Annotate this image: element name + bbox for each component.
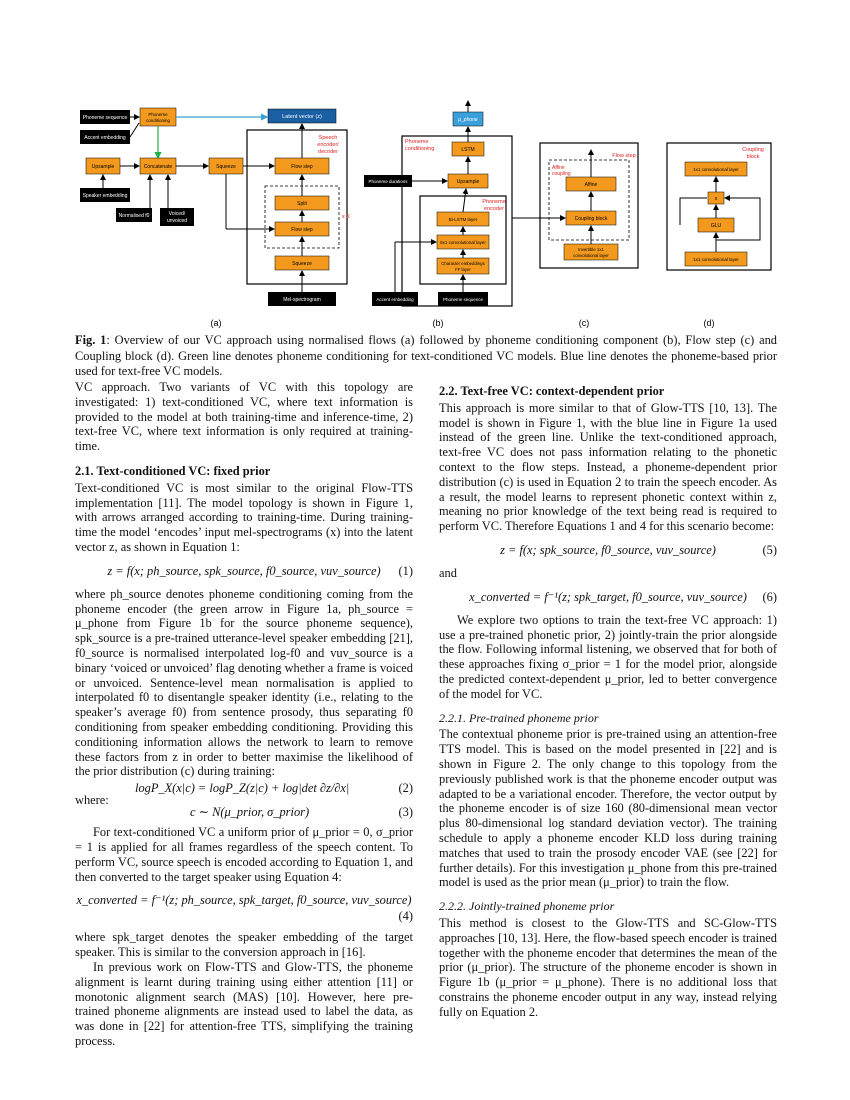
svg-text:Voiced/: Voiced/ <box>168 211 186 217</box>
svg-text:convolutional layer: convolutional layer <box>573 253 609 258</box>
svg-text:unvoiced: unvoiced <box>166 218 188 224</box>
svg-text:block: block <box>746 154 760 160</box>
prior-label: μ_phone <box>458 117 478 123</box>
paragraph: VC approach. Two variants of VC with this topology are investigated: 1) text-conditioned VC, where text information is provided to the model at both training-time and inference-time, 2) text-free VC, where text information is only required at training-time. <box>75 380 413 454</box>
equation-5: z = f(x; spk_source, f0_source, vuv_source) (5) <box>500 542 777 557</box>
svg-text:encoder/: encoder/ <box>317 142 339 148</box>
flow-step-c-label: Flow step <box>612 153 636 159</box>
conv-top-label: 1x1 convolutional layer <box>693 167 739 172</box>
mel-spectrogram-label: Mel-spectrogram <box>283 297 321 303</box>
panel-a-label: (a) <box>210 318 222 328</box>
panel-b <box>0 0 512 328</box>
squeeze-label-2: Squeeze <box>292 261 312 267</box>
svg-text:encoder: encoder <box>484 206 504 212</box>
xk-label: x K <box>342 214 350 220</box>
conv-label: 8x1 convolutional layer <box>440 240 486 245</box>
paragraph: This method is closest to the Glow-TTS and SC-Glow-TTS approaches [10, 13]. Here, the flow-based speech encoder is trained together with the phoneme encoder that determines the mean of the prior (μ_prior). The structure of the phoneme encoder is shown in Figure 1b (μ_prior = μ_phone). There is no additional loss that constrains the phoneme encoder output in any way, instead relying fully on Equation 2. <box>439 915 777 1019</box>
svg-text:conditioning: conditioning <box>145 118 171 123</box>
upsample-b-label: Upsample <box>456 179 480 185</box>
paragraph: In previous work on Flow-TTS and Glow-TTS, the phoneme alignment is learnt during training using either attention [11] or monotonic alignment search (MAS) [10]. However, here pre-trained phoneme alignments are instead used to label the data, as was done in [22] for attention-free TTS, simplifying the training process. <box>75 959 413 1048</box>
svg-text:decoder: decoder <box>318 149 338 155</box>
paragraph: For text-conditioned VC a uniform prior of μ_prior = 0, σ_prior = 1 is applied for all frames regardless of the speech content. To perform VC, source speech is encoded according to Equation 1, and then converted to the target speaker using Equation 4: <box>75 825 413 884</box>
normalised-f0-label: Normalised f0 <box>118 213 150 219</box>
paragraph: Text-conditioned VC is most similar to the original Flow-TTS implementation [11]. The model topology is shown in Figure 1, with arrows arranged according to training-time. During training-time the model ‘encodes’ input mel-spectrograms (x) into the latent vector z, as shown in Equation 1: <box>75 480 413 554</box>
latent-vector-label: Latent vector (z) <box>282 114 322 120</box>
coupling-block-label: Coupling block <box>574 216 608 222</box>
glu-label: GLU <box>710 223 722 229</box>
svg-text:Invertible 1x1: Invertible 1x1 <box>578 247 604 252</box>
panel-a <box>0 0 350 328</box>
svg-text:Character embeddings: Character embeddings <box>441 261 485 266</box>
figure-1 <box>0 0 850 380</box>
equations-2-3: where: logP_X(x|c) = logP_Z(z|c) + log|det ∂z/∂x| (2) c ∼ N(μ_prior, σ_prior) (3) <box>75 781 413 820</box>
multiply-label: x <box>714 196 718 202</box>
upsample-label: Upsample <box>91 164 115 170</box>
paragraph: where spk_target denotes the speaker embedding of the target speaker. This is similar to the conversion approach in [16]. <box>75 930 413 960</box>
paragraph: This approach is more similar to that of Glow-TTS [10, 13]. The model is shown in Figure 1, with the blue line in Figure 1a used instead of the green line. Unlike the text-conditioned approach, text-free VC does not pass information relating to the phonetic context to the flow steps. Instead, a phoneme-dependent prior distribution (c) is used in Equation 2 to train the speech encoder. As a result, the model learns to represent phonetic context within z, meaning no prior knowledge of the text being read is required to perform VC. Therefore Equations 1 and 4 for this scenario become: <box>439 400 777 534</box>
section-heading: 2.1. Text-conditioned VC: fixed prior <box>75 463 271 478</box>
svg-text:coupling: coupling <box>552 171 571 177</box>
svg-text:Speech: Speech <box>318 135 338 141</box>
right-column <box>439 380 777 1019</box>
paragraph: We explore two options to train the text-free VC approach: 1) use a pre-trained phonetic prior, 2) jointly-train the prior alongside the flow. Following informal listening, we observed that for both of these approaches fixing σ_prior = 1 for the model prior, alongside the predicted context-dependent μ_prior, led to better convergence of the model for VC. <box>439 612 777 701</box>
svg-text:Phoneme: Phoneme <box>405 139 429 145</box>
affine-label: Affine <box>584 182 598 188</box>
left-column <box>75 380 413 1049</box>
svg-text:conditioning: conditioning <box>405 146 435 152</box>
svg-text:Affine: Affine <box>552 165 565 171</box>
flow-step-label-2: Flow step <box>291 227 313 233</box>
equation-6: x_converted = f⁻¹(z; spk_target, f0_source, vuv_source) (6) <box>469 589 777 604</box>
concatenate-label: Concatenate <box>143 164 173 170</box>
caption-lead: Fig. 1 <box>75 333 107 347</box>
svg-text:Phoneme: Phoneme <box>482 199 506 205</box>
caption-text: : Overview of our VC approach using normalised flows (a) followed by phoneme conditioning component (b), Flow step (c) and Coupling block (d). Green line denotes phoneme conditioning for text-conditioned VC models. Blue line denotes the phoneme-based prior used for text-free VC models. <box>75 333 778 379</box>
panel-b-label: (b) <box>432 318 444 328</box>
equation-4: x_converted = f⁻¹(z; ph_source, spk_target, f0_source, vuv_source) (4) <box>76 893 413 924</box>
flow-step-label: Flow step <box>291 164 313 170</box>
svg-text:Coupling: Coupling <box>742 147 764 153</box>
subsection-heading: 2.2.1. Pre-trained phoneme prior <box>439 710 599 725</box>
lstm-label: LSTM <box>461 147 475 153</box>
phoneme-sequence-b-label: Phoneme sequence <box>442 297 484 302</box>
accent-embedding-label: Accent embedding <box>84 135 126 141</box>
panel-d-label: (d) <box>703 318 715 328</box>
split-label: Split <box>297 201 307 207</box>
equation-1: z = f(x; ph_source, spk_source, f0_source, vuv_source) (1) <box>107 563 413 578</box>
conv-bottom-label: 1x1 convolutional layer <box>693 257 739 262</box>
paragraph: The contextual phoneme prior is pre-trained using an attention-free TTS model. This is based on the model presented in [22] and is shown in Figure 2. The only change to this topology from the previously published work is that the phoneme encoder output was adapted to be a variational encoder. Therefore, the vector output by the phoneme encoder is of size 160 (80-dimensional mean vector plus 80-dimensional log standard deviation vector). The training schedule to apply a phoneme encoder KLD loss during training matches that used to train the prosody encoder VAE (see [22] for further details). For this investigation μ_phone from this pre-trained model is used as the prior mean (μ_prior) to train the flow. <box>439 727 777 890</box>
phoneme-sequence-label: Phoneme sequence <box>82 115 128 121</box>
paragraph: and <box>439 565 457 580</box>
phoneme-conditioning-box <box>140 108 176 126</box>
subsection-heading: 2.2.2. Jointly-trained phoneme prior <box>439 899 615 914</box>
accent-embedding-b-label: Accent embedding <box>376 297 414 302</box>
paragraph: where ph_source denotes phoneme conditioning coming from the phoneme encoder (the green arrow in Figure 1a, ph_source = μ_phone from Figure 1b for the source phoneme sequence), spk_source is a pre-trained utterance-level speaker embedding [21], f0_source is normalised interpolated log-f0 and vuv_source is a binary ‘voiced or unvoiced’ flag denoting whether a frame is voiced or unvoiced. Sentence-level mean normalisation is applied to interpolated f0 to disentangle speaker identity (i.e., relating to the speaker’s average f0) from sentence prosody, thus separating f0 conditioning from speaker embedding conditioning. Providing this conditioning information allows the network to learn to remove these factors from z in order to better maximise the likelihood of the prior distribution (c) during training: <box>75 586 413 779</box>
phoneme-durations-label: Phoneme durations <box>368 179 408 184</box>
figure-1-diagram <box>0 0 850 335</box>
section-heading: 2.2. Text-free VC: context-dependent prior <box>439 384 665 398</box>
svg-text:Phoneme: Phoneme <box>148 112 168 117</box>
figure-caption <box>75 333 777 380</box>
panel-c-label: (c) <box>578 318 590 328</box>
svg-text:FF layer: FF layer <box>455 267 471 272</box>
speaker-embedding-label: Speaker embedding <box>82 193 128 199</box>
bilstm-label: Bi-LSTM layer <box>448 217 478 222</box>
squeeze-label-1: Squeeze <box>216 164 236 170</box>
